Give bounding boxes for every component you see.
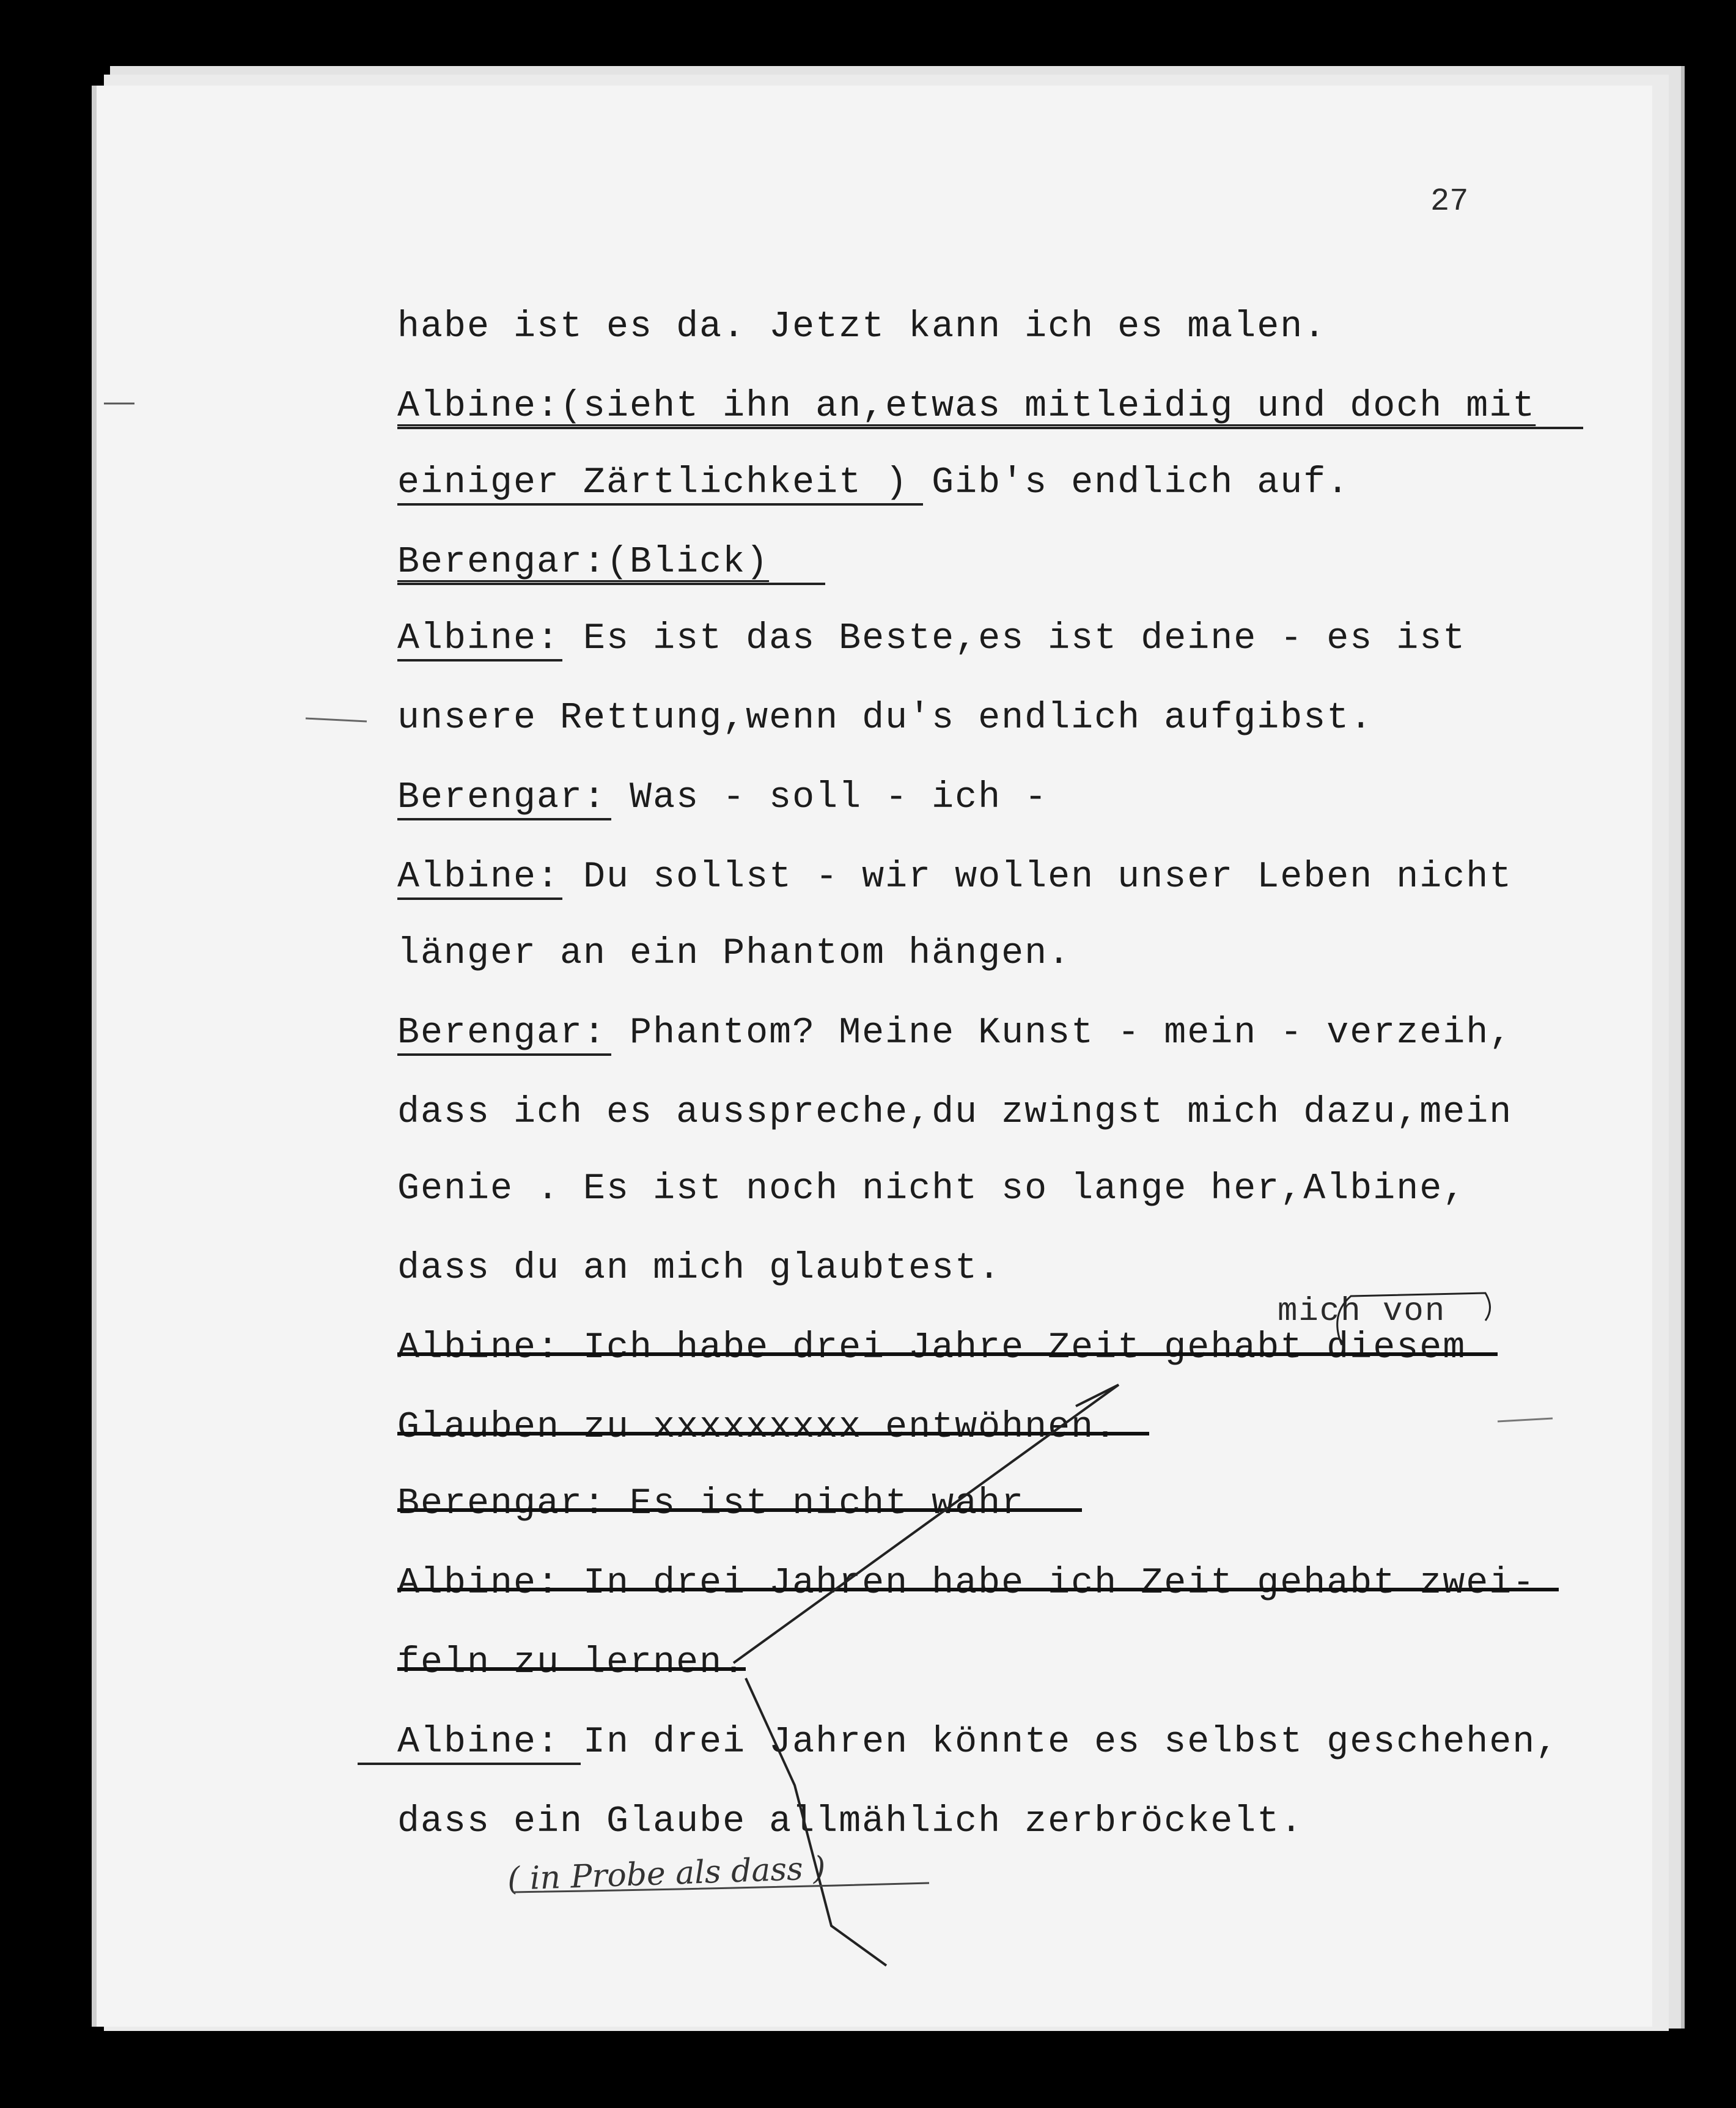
text-line: Albine: In drei Jahren könnte es selbst geschehen, (397, 1722, 1559, 1763)
text-line: habe ist es da. Jetzt kann ich es malen. (397, 306, 1327, 348)
deletion-stroke (734, 1385, 1119, 1663)
text-line: länger an ein Phantom hängen. (397, 933, 1072, 975)
text-line: Berengar: Was - soll - ich - (397, 777, 1048, 819)
struck-line: feln zu lernen. (397, 1642, 746, 1684)
text-line: Albine: Du sollst - wir wollen unser Leben nicht (397, 857, 1513, 898)
deletion-stroke (746, 1678, 886, 1966)
margin-speck (1498, 1418, 1553, 1421)
margin-speck (306, 718, 367, 721)
handwritten-insertion: mich von (1278, 1293, 1446, 1330)
text-line: Berengar:(Blick) (397, 542, 770, 583)
struck-line: Albine: In drei Jahren habe ich Zeit gehabt zwei- (397, 1563, 1536, 1604)
insertion-caret (1337, 1293, 1490, 1345)
struck-line: Berengar: Es ist nicht wahr (397, 1483, 1025, 1525)
page-number: 27 (1430, 183, 1469, 219)
text-line: Albine:(sieht ihn an,etwas mitleidig und doch mit (397, 386, 1536, 427)
struck-line: Glauben zu xxxxxxxxx entwöhnen. (397, 1407, 1118, 1448)
text-line: dass ich es ausspreche,du zwingst mich dazu,mein (397, 1092, 1513, 1133)
text-line: Albine: Es ist das Beste,es ist deine - es ist (397, 618, 1466, 660)
text-line: einiger Zärtlichkeit ) Gib's endlich auf. (397, 462, 1350, 504)
text-line: Genie . Es ist noch nicht so lange her,Albine, (397, 1168, 1466, 1210)
handwritten-note: ( in Probe als dass ) (507, 1849, 826, 1898)
text-line: dass du an mich glaubtest. (397, 1248, 1002, 1289)
text-line: unsere Rettung,wenn du's endlich aufgibst. (397, 698, 1374, 739)
text-line: dass ein Glaube allmählich zerbröckelt. (397, 1801, 1304, 1843)
text-line: Berengar: Phantom? Meine Kunst - mein - verzeih, (397, 1012, 1513, 1054)
handwriting-stroke (513, 1883, 929, 1892)
struck-line: Albine: Ich habe drei Jahre Zeit gehabt diesem (397, 1327, 1466, 1369)
